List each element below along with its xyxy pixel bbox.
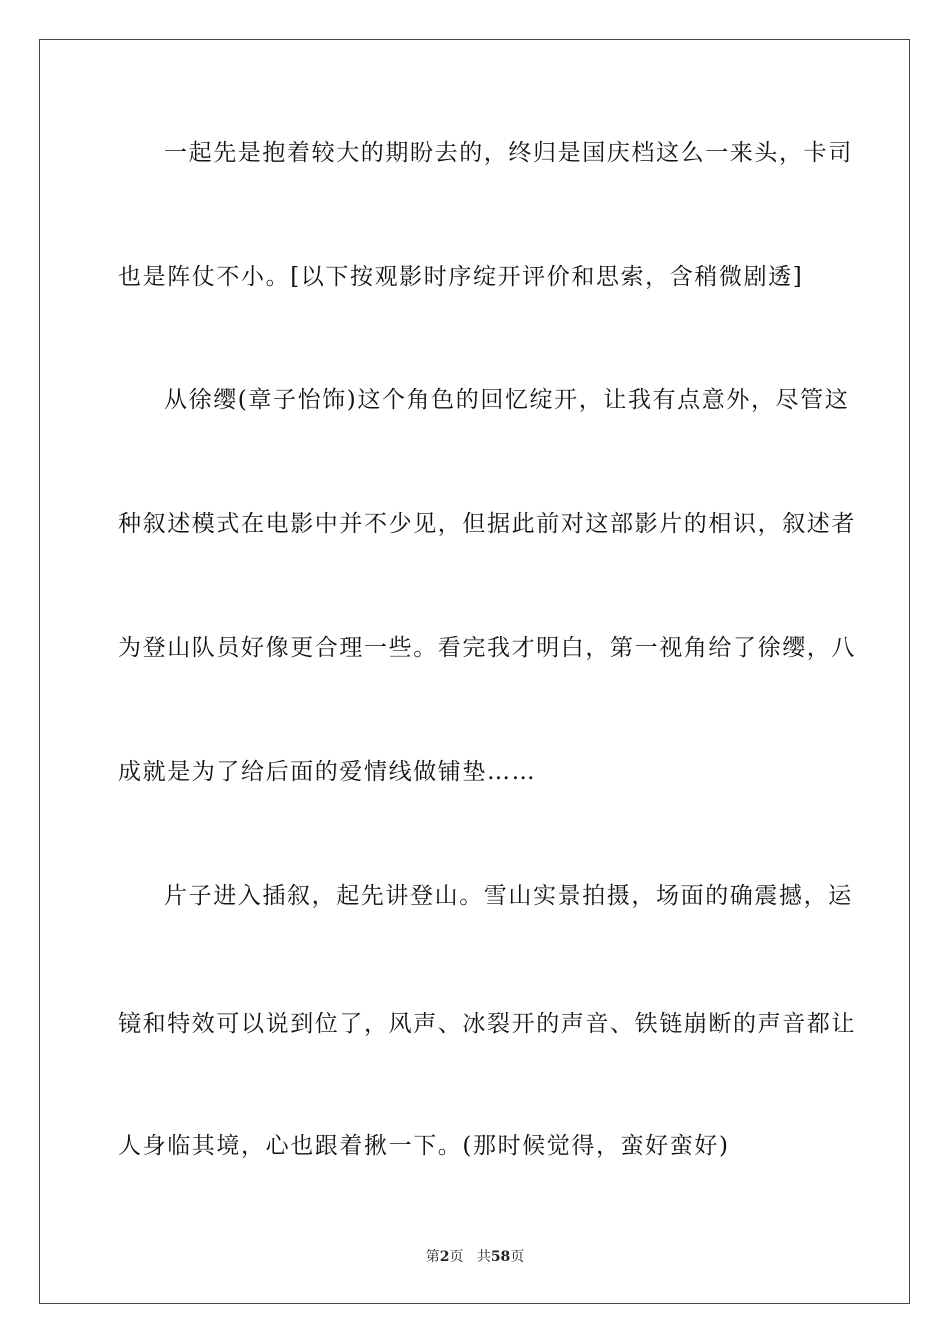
- paragraph-3-line-3: 人身临其境，心也跟着揪一下。(那时候觉得，蛮好蛮好): [118, 1133, 730, 1159]
- page-footer: [0, 1248, 950, 1266]
- paragraph-2-line-2: 种叙述模式在电影中并不少见，但据此前对这部影片的相识，叙述者: [118, 511, 856, 537]
- paragraph-2-line-3: 为登山队员好像更合理一些。看完我才明白，第一视角给了徐缨，八: [118, 635, 856, 661]
- footer-prefix: 第: [425, 1249, 440, 1265]
- paragraph-3-line-1: 片子进入插叙，起先讲登山。雪山实景拍摄，场面的确震撼，运: [164, 883, 853, 909]
- page-border: [39, 39, 910, 1304]
- paragraph-3-line-2: 镜和特效可以说到位了，风声、冰裂开的声音、铁链崩断的声音都让: [118, 1011, 856, 1037]
- total-pages-number: 58: [490, 1249, 511, 1265]
- paragraph-2-line-1: 从徐缨(章子怡饰)这个角色的回忆绽开，让我有点意外，尽管这: [164, 387, 850, 413]
- paragraph-1-line-2: 也是阵仗不小。[以下按观影时序绽开评价和思索，含稍微剧透]: [118, 264, 804, 290]
- paragraph-2-line-4: 成就是为了给后面的爱情线做铺垫……: [118, 759, 537, 785]
- footer-total-prefix: 共: [476, 1249, 491, 1265]
- footer-page-suffix: 页: [449, 1249, 464, 1265]
- current-page-number: 2: [439, 1249, 450, 1265]
- footer-total-suffix: 页: [510, 1249, 525, 1265]
- paragraph-1-line-1: 一起先是抱着较大的期盼去的，终归是国庆档这么一来头，卡司: [164, 140, 853, 166]
